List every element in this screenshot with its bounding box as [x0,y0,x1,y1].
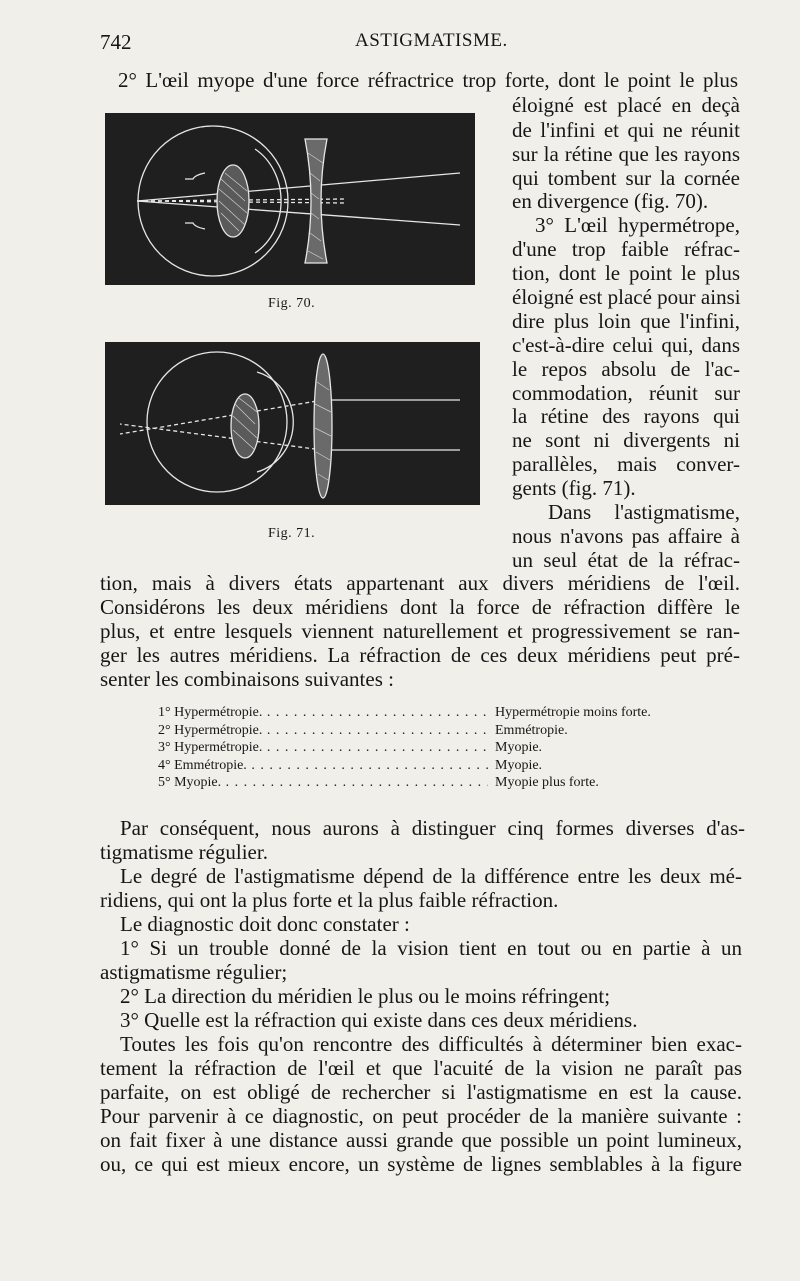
text-line: sur la rétine que les rayons [512,142,740,166]
text-line: le repos absolu de l'ac- [512,357,740,381]
text-line: plus, et entre lesquels viennent naturellement et progressivement se ran- [100,619,740,643]
text-line: parallèles, mais conver- [512,452,740,476]
table-cell-left: 5° Myopie. . . . [158,774,488,792]
text-line: tion, dont le point le plus [512,261,740,285]
text-line: Pour parvenir à ce diagnostic, on peut procéder de la manière suivante : [100,1104,742,1128]
running-title: ASTIGMATISME. [355,30,508,51]
table-cell-left: 1° Hypermétropie. . . . [158,704,488,722]
text-line: parfaite, on est obligé de rechercher si l'astigmatisme en est la cause. [100,1080,742,1104]
table-row [158,757,678,775]
text-line: Dans l'astigmatisme, [548,500,740,524]
text-line: ne sont ni divergents ni [512,428,740,452]
table-cell-right: Myopie plus forte. [495,775,599,790]
table-cell-left: 3° Hypermétropie. . . . [158,739,488,757]
text-line: gents (fig. 71). [512,476,636,500]
text-line: dire plus loin que l'infini, [512,309,740,333]
text-line: Par conséquent, nous aurons à distinguer cinq formes diverses d'as- [120,816,745,840]
text-line: senter les combinaisons suivantes : [100,667,394,691]
text-line: un seul état de la réfrac- [512,548,740,572]
table-cell-right: Myopie. [495,740,543,755]
text-line: de l'infini et qui ne réunit [512,118,740,142]
text-line: Le degré de l'astigmatisme dépend de la différence entre les deux mé- [120,864,742,888]
text-line: c'est-à-dire celui qui, dans [512,333,740,357]
text-line: tigmatisme régulier. [100,840,268,864]
table-row [158,774,678,792]
text-line: tement la réfraction de l'œil et que l'acuité de la vision ne paraît pas [100,1056,742,1080]
text-line: d'une trop faible réfrac- [512,237,740,261]
table-cell-right: Myopie. [495,757,543,773]
table-row [158,722,678,740]
refraction-combinations-table [158,704,678,792]
table-row [158,739,678,757]
text-line: astigmatisme régulier; [100,960,288,984]
myopic-eye-diagram [105,113,475,285]
text-line: éloigné est placé en deçà [512,93,740,117]
table-row [158,704,678,722]
figure-71 [105,342,480,505]
text-line: commodation, réunit sur [512,381,740,405]
text-line: Toutes les fois qu'on rencontre des difficultés à déterminer bien exac- [120,1032,742,1056]
text-line: 3° L'œil hypermétrope, [535,213,740,237]
text-line: 2° La direction du méridien le plus ou le moins réfringent; [120,984,611,1008]
figure-71-caption: Fig. 71. [268,526,316,541]
table-cell-right: Emmétropie. [495,722,568,738]
hypermetropic-eye-diagram [105,342,480,505]
text-line: Considérons les deux méridiens dont la force de réfraction diffère le [100,595,740,619]
page-number: 742 [100,30,132,54]
text-line: ger les autres méridiens. La réfraction de ces deux méridiens peut pré- [100,643,740,667]
table-cell-left: 2° Hypermétropie. . . . [158,722,488,740]
text-line: éloigné est placé pour ainsi [512,285,741,309]
text-line: on fait fixer à une distance aussi grande que possible un point lumineux, [100,1128,742,1152]
text-line: ridiens, qui ont la plus forte et la plus faible réfraction. [100,888,559,912]
page-header [100,30,760,60]
text-line: tion, mais à divers états appartenant aux divers méridiens de l'œil. [100,571,740,595]
text-line: en divergence (fig. 70). [512,189,709,213]
figure-70 [105,113,475,285]
figure-70-caption: Fig. 70. [268,296,316,311]
table-cell-right: Hypermétropie moins forte. [495,705,651,720]
text-line: la rétine des rayons qui [512,404,740,428]
text-line: nous n'avons pas affaire à [512,524,740,548]
text-line: ou, ce qui est mieux encore, un système de lignes semblables à la figure [100,1152,742,1176]
table-cell-left: 4° Emmétropie. . . . [158,757,488,775]
text-line: 1° Si un trouble donné de la vision tient en tout ou en partie à un [120,936,742,960]
text-line: 2° L'œil myope d'une force réfractrice trop forte, dont le point le plus [118,68,738,92]
text-line: 3° Quelle est la réfraction qui existe dans ces deux méridiens. [120,1008,638,1032]
text-line: qui tombent sur la cornée [512,166,740,190]
text-line: Le diagnostic doit donc constater : [120,912,410,936]
